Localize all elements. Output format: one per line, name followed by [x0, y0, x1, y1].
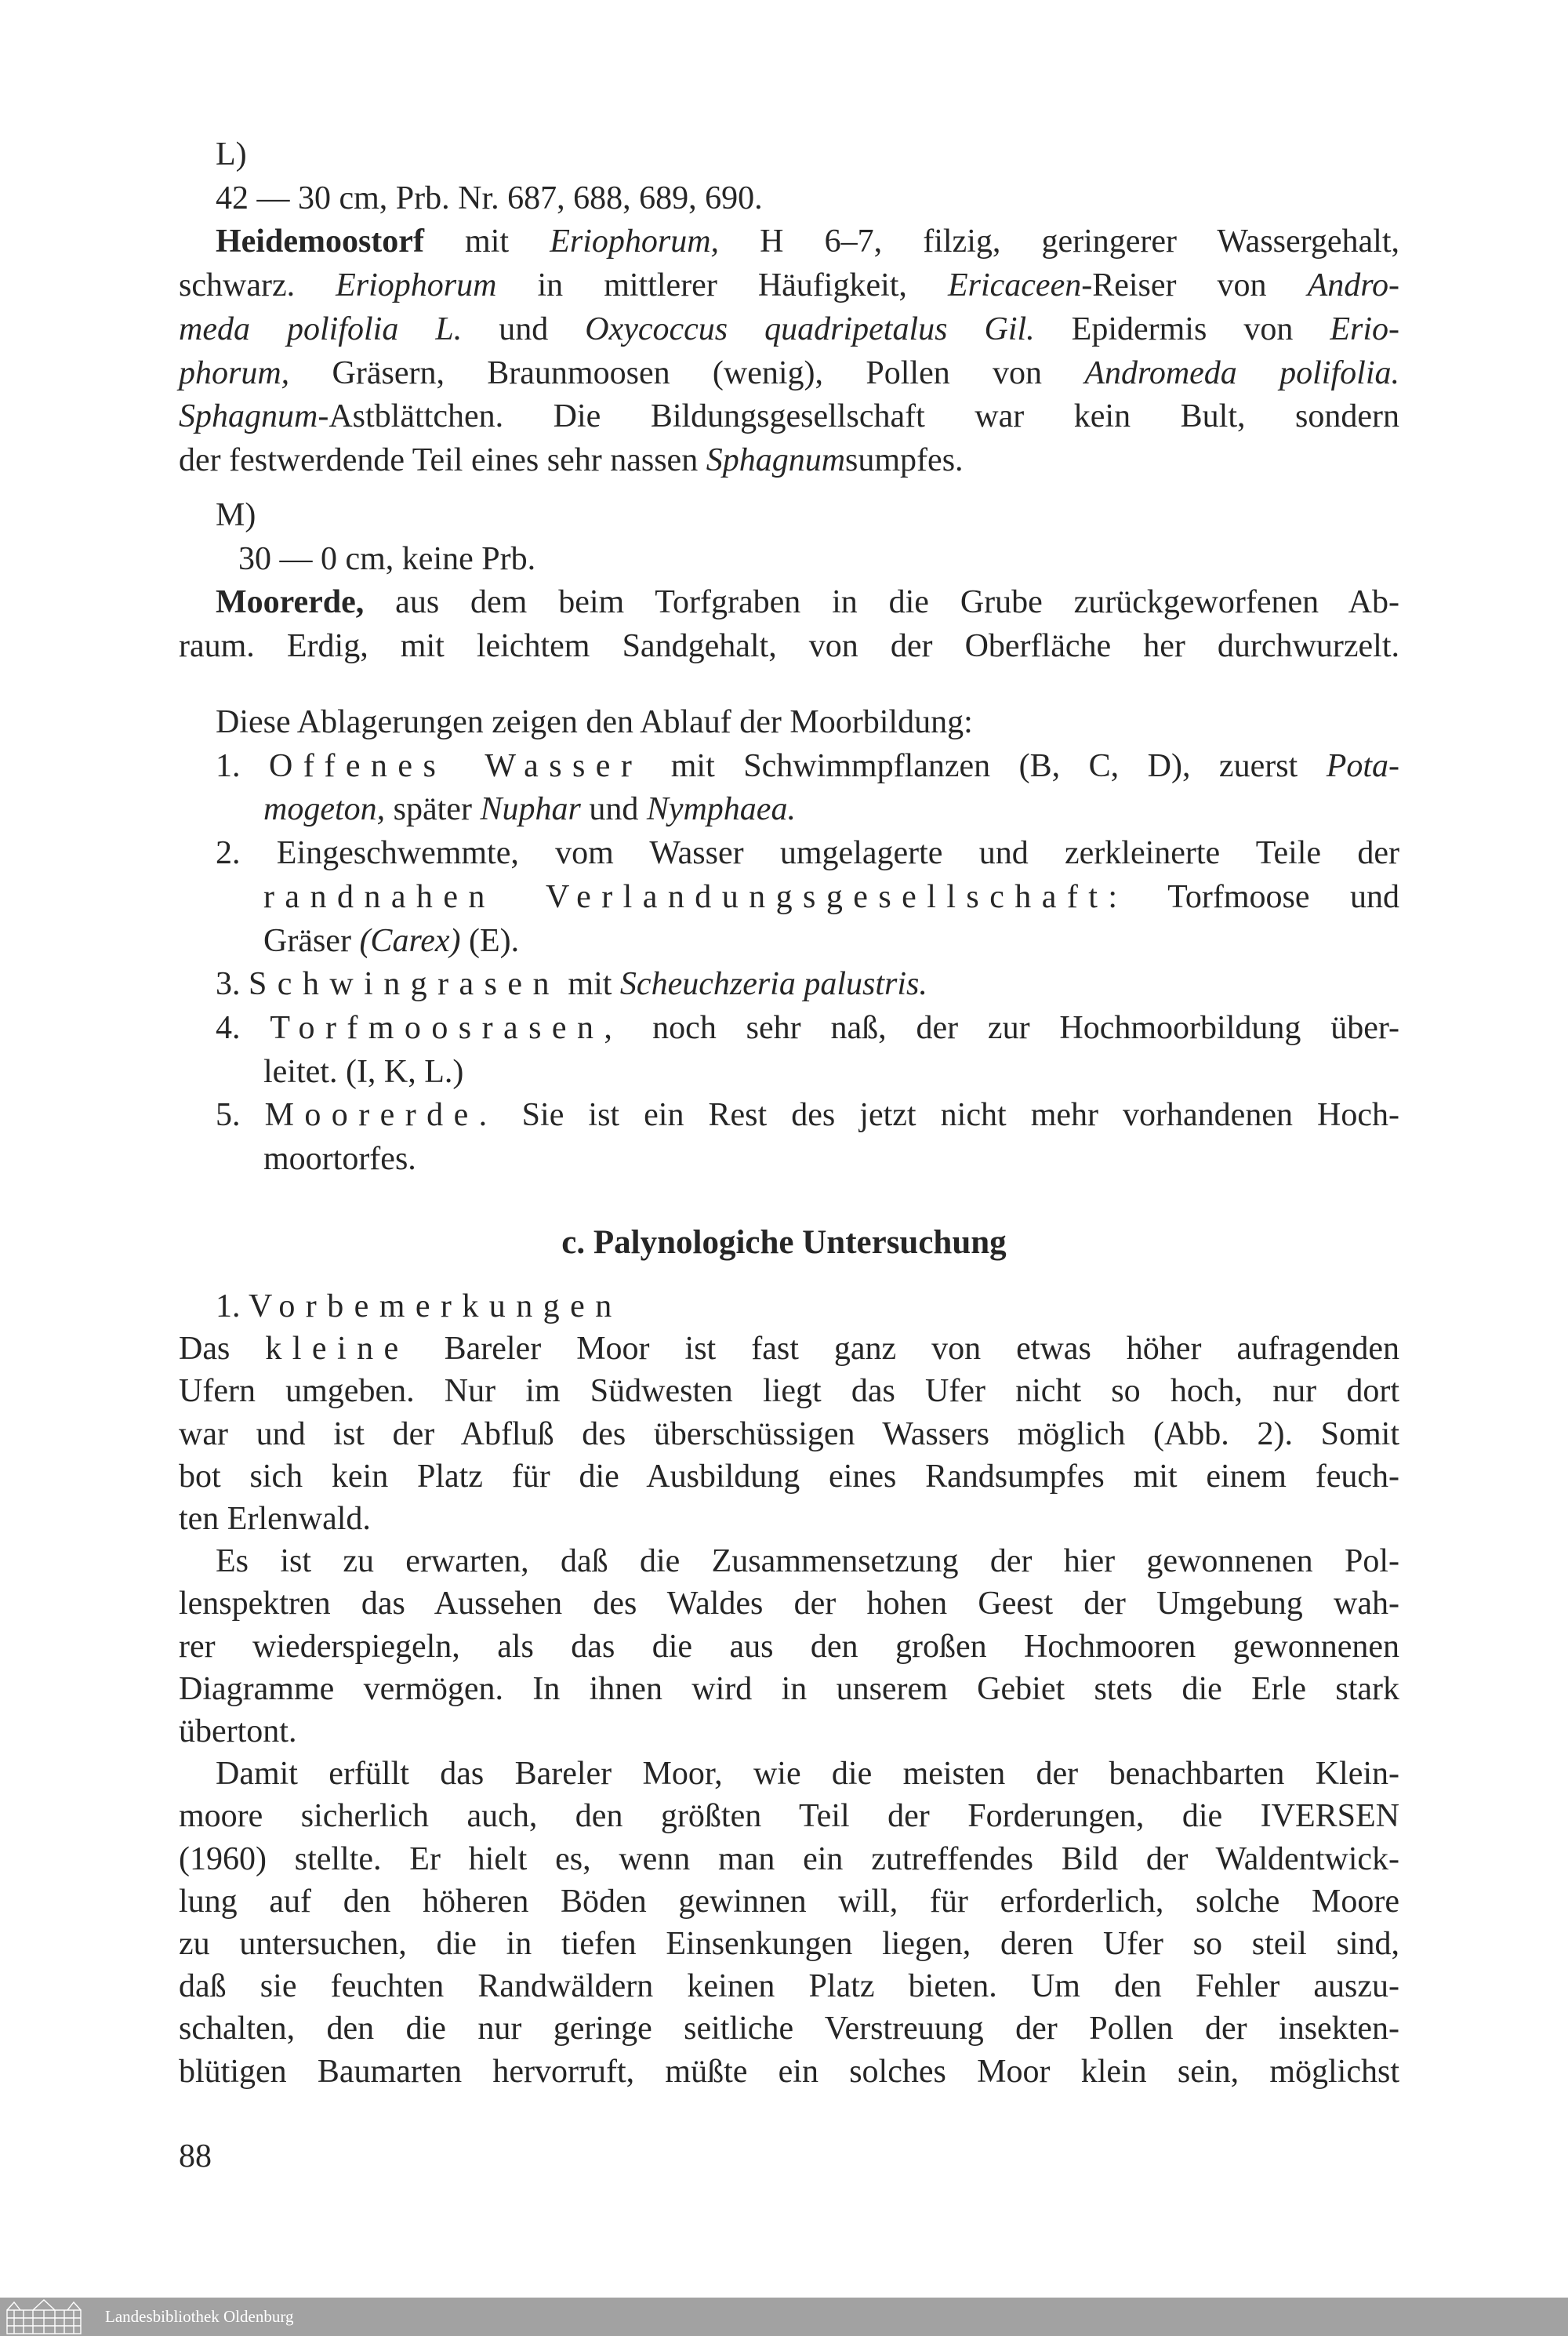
text-run: später — [385, 791, 481, 828]
spaced-text: Vorbemerkungen — [249, 1288, 622, 1324]
text-run: noch sehr naß, der zur Hochmoorbildung über- — [622, 1009, 1399, 1046]
italic-text: Scheuchzeria palustris. — [619, 966, 927, 1003]
section-L-line — [179, 400, 1399, 433]
summary-line — [263, 1143, 416, 1175]
section-heading: c. Palynologiche Untersuchung — [561, 1224, 1007, 1261]
italic-text: Sphagnum — [179, 398, 318, 435]
spaced-text: Offenes Wasser — [268, 747, 643, 784]
text-run: 4. — [216, 1009, 270, 1046]
spaced-text: randnahen Verlandungsgesellschaft: — [263, 878, 1128, 915]
text-run: Diagramme vermögen. In ihnen wird in unserem Gebiet stets die Erle stark — [179, 1670, 1399, 1707]
library-building-logo-icon — [5, 2299, 83, 2334]
text-run: schalten, den die nur geringe seitliche Verstreuung der Pollen der insekten- — [179, 2011, 1399, 2047]
text-run: daß sie feuchten Randwäldern keinen Platz bieten. Um den Fehler auszu- — [179, 1968, 1399, 2005]
text-run: blütigen Baumarten hervorruft, müßte ein solches Moor klein sein, möglichst — [179, 2053, 1399, 2090]
summary-line — [216, 837, 1399, 870]
section-1-line — [179, 1885, 1399, 1918]
text-run: Sie ist ein Rest des jetzt nicht mehr vorhandenen Hoch- — [497, 1097, 1399, 1134]
text-run: -Astblättchen. Die Bildungsgesellschaft war kein Bult, sondern — [318, 398, 1399, 435]
text-run: Damit erfüllt das Bareler Moor, wie die meisten der benachbarten Klein- — [216, 1756, 1399, 1793]
section-M-line — [216, 499, 256, 532]
text-run: lung auf den höheren Böden gewinnen will, für erforderlich, solche Moore — [179, 1883, 1399, 1920]
text-run: (E). — [460, 922, 520, 959]
text-run: schwarz. — [179, 267, 336, 304]
section-L-line — [179, 354, 1399, 391]
spaced-text: kleine — [265, 1331, 409, 1368]
text-run: Gräsern, Braunmoosen (wenig), Pollen von — [289, 354, 1085, 391]
text-run: war und ist der Abfluß des überschüssigen Wassers möglich (Abb. 2). Somit — [179, 1415, 1399, 1452]
text-run: 42 — 30 cm, Prb. Nr. 687, 688, 689, 690. — [216, 180, 763, 216]
section-1-line — [216, 1290, 622, 1323]
text-run: 1. — [216, 747, 269, 784]
summary-line — [263, 922, 520, 959]
italic-text: Pota- — [1326, 747, 1399, 784]
text-run: aus dem beim Torfgraben in die Grube zurückgeworfenen Ab- — [364, 584, 1399, 621]
section-L-line — [179, 441, 964, 478]
summary-line — [263, 793, 796, 826]
italic-text: Eriophorum — [336, 267, 497, 304]
text-run: 30 — 0 cm, keine Prb. — [238, 540, 536, 577]
summary-line — [216, 706, 973, 739]
italic-text: phorum, — [179, 354, 290, 391]
text-run: raum. Erdig, mit leichtem Sandgehalt, von der Oberfläche her durchwurzelt. — [179, 628, 1399, 665]
text-run: H 6–7, filzig, geringerer Wassergehalt, — [719, 223, 1399, 260]
summary-line — [263, 878, 1399, 915]
italic-text: Nymphaea. — [646, 791, 796, 828]
text-run: bot sich kein Platz für die Ausbildung eines Randsumpfes mit einem feuch- — [179, 1458, 1399, 1495]
italic-text: Oxycoccus quadripetalus Gil. — [585, 311, 1035, 347]
text-run: Das — [179, 1331, 266, 1368]
text-run: der festwerdende Teil eines sehr nassen — [179, 441, 706, 478]
italic-text: mogeton, — [263, 791, 386, 828]
summary-line — [216, 747, 1399, 784]
text-run: Bareler Moor ist fast ganz von etwas höher aufragenden — [408, 1331, 1399, 1368]
section-1-line — [179, 2012, 1399, 2045]
bold-text: Heidemoostorf — [216, 223, 424, 260]
section-1-line — [179, 1375, 1399, 1408]
italic-text: Andromeda polifolia. — [1084, 354, 1399, 391]
italic-text: Ericaceen — [947, 267, 1082, 304]
section-1-line — [216, 1545, 1399, 1578]
text-run: ten Erlenwald. — [179, 1501, 371, 1537]
summary-line — [216, 968, 927, 1001]
italic-text: (Carex) — [359, 922, 461, 959]
bold-text: Moorerde, — [216, 584, 365, 621]
section-1-line — [179, 1415, 1399, 1452]
text-run: sumpfes. — [845, 441, 964, 478]
section-M-line — [179, 630, 1399, 663]
text-run: Gräser — [263, 922, 360, 959]
section-L-line — [216, 182, 763, 215]
text-run: moortorfes. — [263, 1141, 416, 1177]
italic-text: Sphagnum — [706, 441, 846, 478]
library-name: Landesbibliothek Oldenburg — [105, 2307, 294, 2326]
section-M-line — [238, 540, 536, 577]
text-run: Diese Ablagerungen zeigen den Ablauf der Moorbildung: — [216, 704, 973, 740]
text-run: in mittlerer Häufigkeit, — [496, 267, 948, 304]
summary-line — [216, 1009, 1399, 1046]
text-run: moore sicherlich auch, den größten Teil der Forderungen, die IVERSEN — [179, 1798, 1399, 1835]
section-1-line — [179, 1630, 1399, 1663]
section-1-line — [179, 1927, 1399, 1960]
section-1-line — [179, 1587, 1399, 1620]
section-L-line — [179, 269, 1399, 302]
section-L-line — [216, 138, 247, 171]
summary-line — [216, 1099, 1399, 1132]
section-L-line — [179, 313, 1399, 346]
text-run: -Reiser von — [1081, 267, 1308, 304]
section-1-line — [179, 1715, 296, 1748]
text-run: und — [580, 791, 647, 828]
italic-text: Andro- — [1307, 267, 1399, 304]
text-run: mit Schwimmpflanzen (B, C, D), zuerst — [642, 747, 1327, 784]
spaced-text: Moorerde. — [264, 1097, 498, 1134]
section-1-line — [216, 1756, 1399, 1793]
text-run: rer wiederspiegeln, als das die aus den großen Hochmooren gewonnenen — [179, 1628, 1399, 1665]
text-run: zu untersuchen, die in tiefen Einsenkungen liegen, deren Ufer so steil sind, — [179, 1926, 1399, 1962]
section-L-line — [216, 225, 1399, 258]
section-1-line — [179, 1502, 371, 1535]
spaced-text: Torfmoosrasen, — [270, 1009, 623, 1046]
text-run: übertont. — [179, 1713, 297, 1749]
section-M-line — [216, 586, 1399, 619]
section-1-line — [179, 2055, 1399, 2088]
text-run: und — [462, 311, 586, 347]
section-1-line — [179, 1331, 1399, 1368]
summary-line — [263, 1055, 463, 1088]
text-run: L) — [216, 136, 247, 173]
text-run: Ufern umgeben. Nur im Südwesten liegt das Ufer nicht so hoch, nur dort — [179, 1373, 1399, 1410]
section-1-line — [179, 1840, 1399, 1877]
text-run: 2. Eingeschwemmte, vom Wasser umgelagerte und zerkleinerte Teile der — [216, 835, 1399, 872]
section-1-line — [179, 1460, 1399, 1493]
italic-text: Eriophorum, — [550, 223, 720, 260]
spaced-text: Schwingrasen — [249, 966, 560, 1003]
text-run: Torfmoose und — [1127, 878, 1399, 915]
text-run: mit — [559, 966, 620, 1003]
text-run: (1960) stellte. Er hielt es, wenn man ein zutreffendes Bild der Waldentwick- — [179, 1840, 1399, 1877]
text-run: leitet. (I, K, L.) — [263, 1053, 464, 1090]
page-number: 88 — [179, 2138, 212, 2174]
italic-text: meda polifolia L. — [179, 311, 463, 347]
section-1-line — [179, 1670, 1399, 1707]
text-run: Es ist zu erwarten, daß die Zusammensetzung der hier gewonnenen Pol- — [216, 1543, 1399, 1580]
footer-bar — [0, 2298, 1568, 2336]
italic-text: Erio- — [1330, 311, 1400, 347]
text-run: lenspektren das Aussehen des Waldes der hohen Geest der Umgebung wah- — [179, 1586, 1399, 1622]
section-1-line — [179, 1970, 1399, 2003]
text-run: 5. — [216, 1097, 265, 1134]
text-run: Epidermis von — [1034, 311, 1330, 347]
text-run: 1. — [216, 1288, 249, 1324]
section-1-line — [179, 1800, 1399, 1833]
text-run: mit — [423, 223, 550, 260]
text-run: M) — [216, 497, 256, 533]
text-run: 3. — [216, 966, 249, 1003]
italic-text: Nuphar — [480, 791, 581, 828]
